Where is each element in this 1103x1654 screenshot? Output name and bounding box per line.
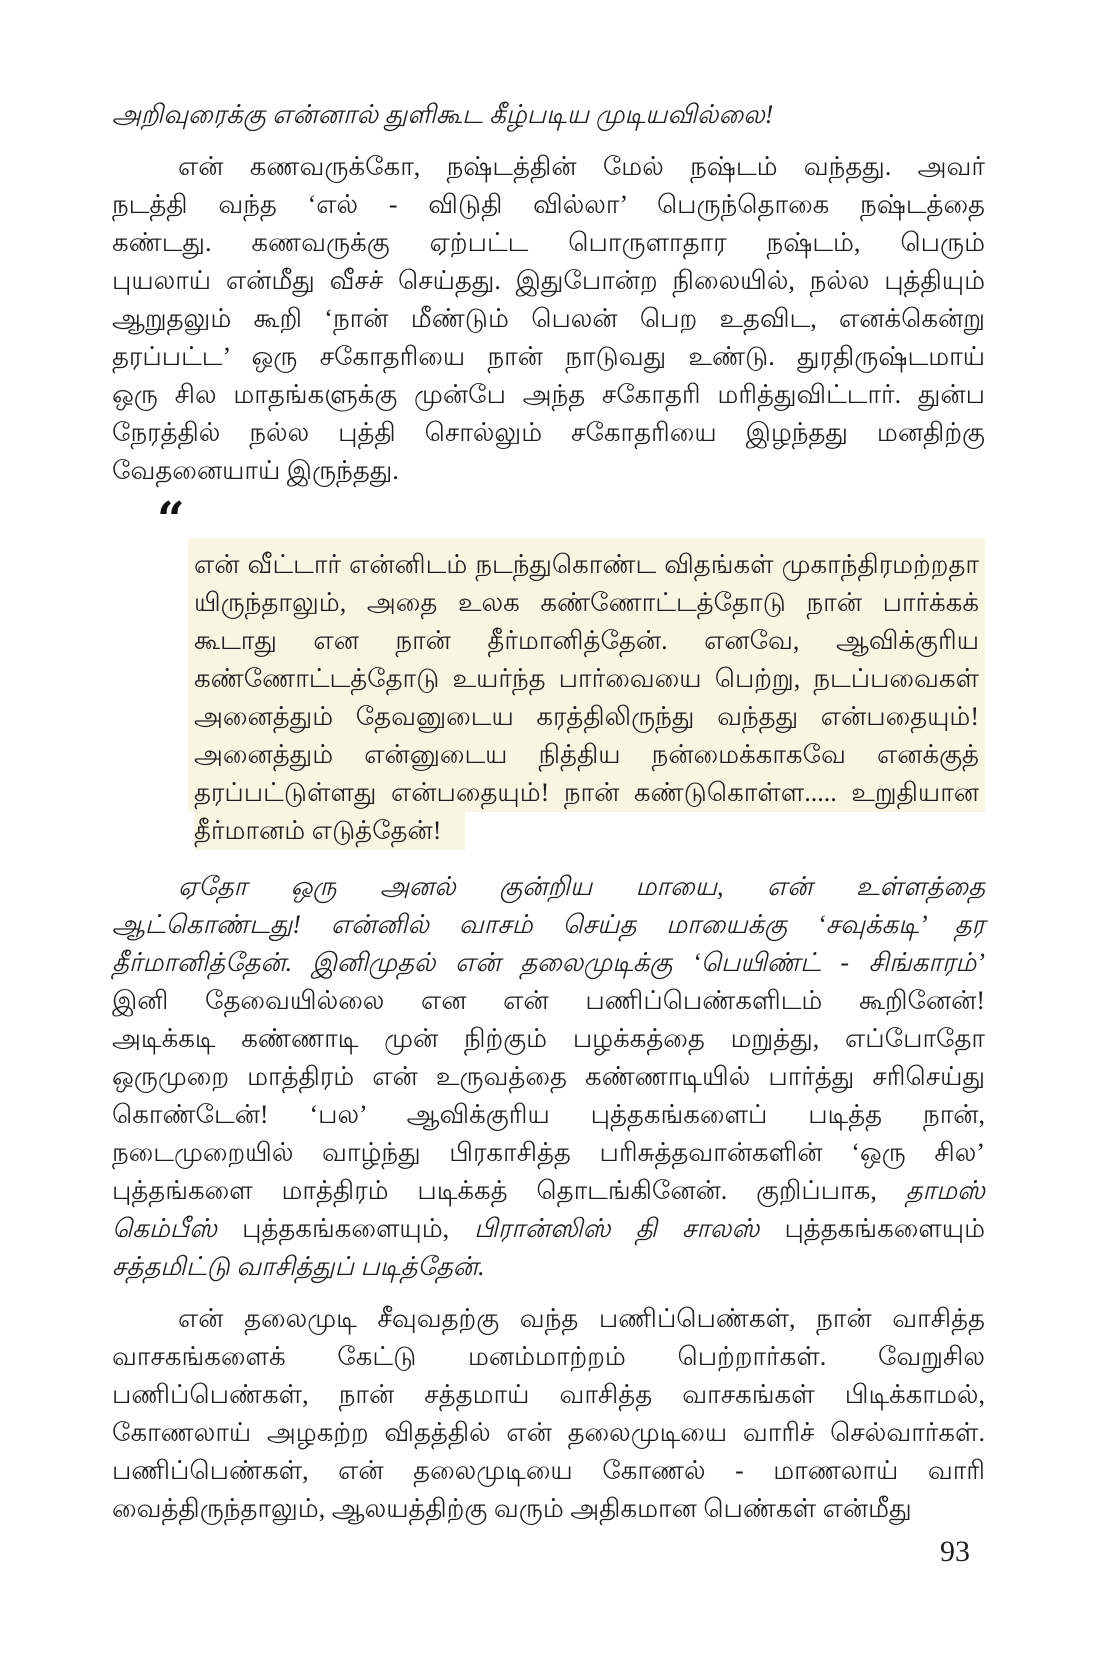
quote-line xyxy=(188,584,985,622)
quote-line xyxy=(188,622,985,660)
text-segment: யிருந்தாலும், அதை உலக கண்ணோட்டத்தோடு நான் பார்க்கக் xyxy=(194,588,979,617)
text-segment: கொண்டேன்! ‘பல’ ஆவிக்குரிய புத்தகங்களைப் படித்த நான், xyxy=(112,1100,985,1129)
pull-quote xyxy=(112,492,985,850)
quote-line xyxy=(188,660,985,698)
text-line xyxy=(112,452,985,490)
text-segment: வைத்திருந்தாலும், ஆலயத்திற்கு வரும் அதிகமான பெண்கள் என்மீது xyxy=(112,1494,912,1523)
text-line xyxy=(112,224,985,262)
text-segment: என் கணவருக்கோ, நஷ்டத்தின் மேல் நஷ்டம் வந்தது. அவர் xyxy=(178,152,985,181)
text-segment: தீர்மானித்தேன். இனிமுதல் என் தலைமுடிக்கு ‘பெயிண்ட் - சிங்காரம்’ xyxy=(112,948,985,977)
page-content xyxy=(112,96,985,1528)
text-line xyxy=(112,96,985,134)
text-line xyxy=(112,1134,985,1172)
text-line xyxy=(112,376,985,414)
text-line xyxy=(112,1490,985,1528)
text-segment: வாசகங்களைக் கேட்டு மனம்மாற்றம் பெற்றார்கள். வேறுசில xyxy=(112,1342,985,1371)
text-segment: வேதனையாய் இருந்தது. xyxy=(112,456,399,485)
text-segment: என் தலைமுடி சீவுவதற்கு வந்த பணிப்பெண்கள், நான் வாசித்த xyxy=(178,1304,985,1333)
text-line xyxy=(112,1210,985,1248)
text-segment: அறிவுரைக்கு என்னால் துளிகூட கீழ்படிய முடியவில்லை! xyxy=(112,100,774,129)
text-segment: தரப்பட்டுள்ளது என்பதையும்! நான் கண்டுகொள்ள..... உறுதியான xyxy=(194,778,979,807)
text-segment: இனி தேவையில்லை என என் பணிப்பெண்களிடம் கூறினேன்! xyxy=(112,986,985,1015)
text-line xyxy=(112,148,985,186)
text-segment: தீர்மானம் எடுத்தேன்! xyxy=(194,816,442,845)
text-segment: ஒருமுறை மாத்திரம் என் உருவத்தை கண்ணாடியில் பார்த்து சரிசெய்து xyxy=(112,1062,985,1091)
open-quote-icon: “ xyxy=(157,492,185,548)
text-line xyxy=(112,1376,985,1414)
text-segment: கண்ணோட்டத்தோடு உயர்ந்த பார்வையை பெற்று, நடப்பவைகள் xyxy=(194,664,979,693)
text-line xyxy=(112,1058,985,1096)
paragraph xyxy=(112,96,985,134)
text-segment: புத்தங்களை மாத்திரம் படிக்கத் தொடங்கினேன். குறிப்பாக, xyxy=(112,1176,906,1205)
quote-line xyxy=(188,812,985,850)
text-segment: ஆட்கொண்டது! என்னில் வாசம் செய்த மாயைக்கு ‘சவுக்கடி’ தர xyxy=(112,910,985,939)
text-segment: ஒரு சில மாதங்களுக்கு முன்பே அந்த சகோதரி மரித்துவிட்டார். துன்ப xyxy=(112,380,985,409)
text-segment: நடைமுறையில் வாழ்ந்து பிரகாசித்த பரிசுத்தவான்களின் ‘ஒரு சில’ xyxy=(112,1138,985,1167)
text-line xyxy=(112,906,985,944)
text-line xyxy=(112,868,985,906)
text-line xyxy=(112,1248,985,1286)
text-line xyxy=(112,982,985,1020)
text-line xyxy=(112,1172,985,1210)
text-segment: அடிக்கடி கண்ணாடி முன் நிற்கும் பழக்கத்தை மறுத்து, எப்போதோ xyxy=(112,1024,985,1053)
text-segment: பணிப்பெண்கள், நான் சத்தமாய் வாசித்த வாசகங்கள் பிடிக்காமல், xyxy=(112,1380,985,1409)
text-segment: என் வீட்டார் என்னிடம் நடந்துகொண்ட விதங்கள் முகாந்திரமற்றதா xyxy=(194,550,979,579)
text-segment: ஏதோ ஒரு அனல் குன்றிய மாயை, என் உள்ளத்தை xyxy=(178,872,985,901)
text-segment: புத்தகங்களையும், xyxy=(217,1214,475,1243)
text-line xyxy=(112,300,985,338)
text-line xyxy=(112,1338,985,1376)
text-segment: கூடாது என நான் தீர்மானித்தேன். எனவே, ஆவிக்குரிய xyxy=(194,626,979,655)
text-segment: ஆறுதலும் கூறி ‘நான் மீண்டும் பெலன் பெற உதவிட, எனக்கென்று xyxy=(112,304,985,333)
text-segment: அனைத்தும் என்னுடைய நித்திய நன்மைக்காகவே எனக்குத் xyxy=(194,740,979,769)
text-segment: பணிப்பெண்கள், என் தலைமுடியை கோணல் - மாணலாய் வாரி xyxy=(112,1456,985,1485)
text-segment: கண்டது. கணவருக்கு ஏற்பட்ட பொருளாதார நஷ்டம், பெரும் xyxy=(112,228,985,257)
text-segment: நடத்தி வந்த ‘எல் - விடுதி வில்லா’ பெருந்தொகை நஷ்டத்தை xyxy=(112,190,985,219)
text-segment: பிரான்ஸிஸ் தி சாலஸ் xyxy=(474,1214,760,1243)
paragraph xyxy=(112,868,985,1286)
text-segment: தரப்பட்ட’ ஒரு சகோதரியை நான் நாடுவது உண்டு. துரதிருஷ்டமாய் xyxy=(112,342,985,371)
highlight-span xyxy=(194,812,465,850)
text-segment: தாமஸ் xyxy=(905,1176,985,1205)
text-segment: புயலாய் என்மீது வீசச் செய்தது. இதுபோன்ற நிலையில், நல்ல புத்தியும் xyxy=(112,266,985,295)
text-segment: சத்தமிட்டு வாசித்துப் படித்தேன். xyxy=(112,1252,485,1281)
text-line xyxy=(112,944,985,982)
quote-line xyxy=(188,774,985,812)
quote-line xyxy=(188,736,985,774)
paragraph xyxy=(112,148,985,490)
text-line xyxy=(112,262,985,300)
page-number: 93 xyxy=(940,1535,970,1568)
text-line xyxy=(112,1020,985,1058)
text-line xyxy=(112,1300,985,1338)
quote-body xyxy=(188,538,985,850)
quote-line xyxy=(188,538,985,584)
quote-line xyxy=(188,698,985,736)
text-segment: நேரத்தில் நல்ல புத்தி சொல்லும் சகோதரியை இழந்தது மனதிற்கு xyxy=(112,418,985,447)
text-line xyxy=(112,414,985,452)
text-segment: கோணலாய் அழகற்ற விதத்தில் என் தலைமுடியை வாரிச் செல்வார்கள். xyxy=(112,1418,985,1447)
text-line xyxy=(112,338,985,376)
text-line xyxy=(112,186,985,224)
text-segment: அனைத்தும் தேவனுடைய கரத்திலிருந்து வந்தது என்பதையும்! xyxy=(194,702,979,731)
text-segment: கெம்பீஸ் xyxy=(112,1214,218,1243)
text-line xyxy=(112,1414,985,1452)
paragraph xyxy=(112,1300,985,1528)
text-line xyxy=(112,1452,985,1490)
text-line xyxy=(112,1096,985,1134)
text-segment: புத்தகங்களையும் xyxy=(759,1214,985,1243)
